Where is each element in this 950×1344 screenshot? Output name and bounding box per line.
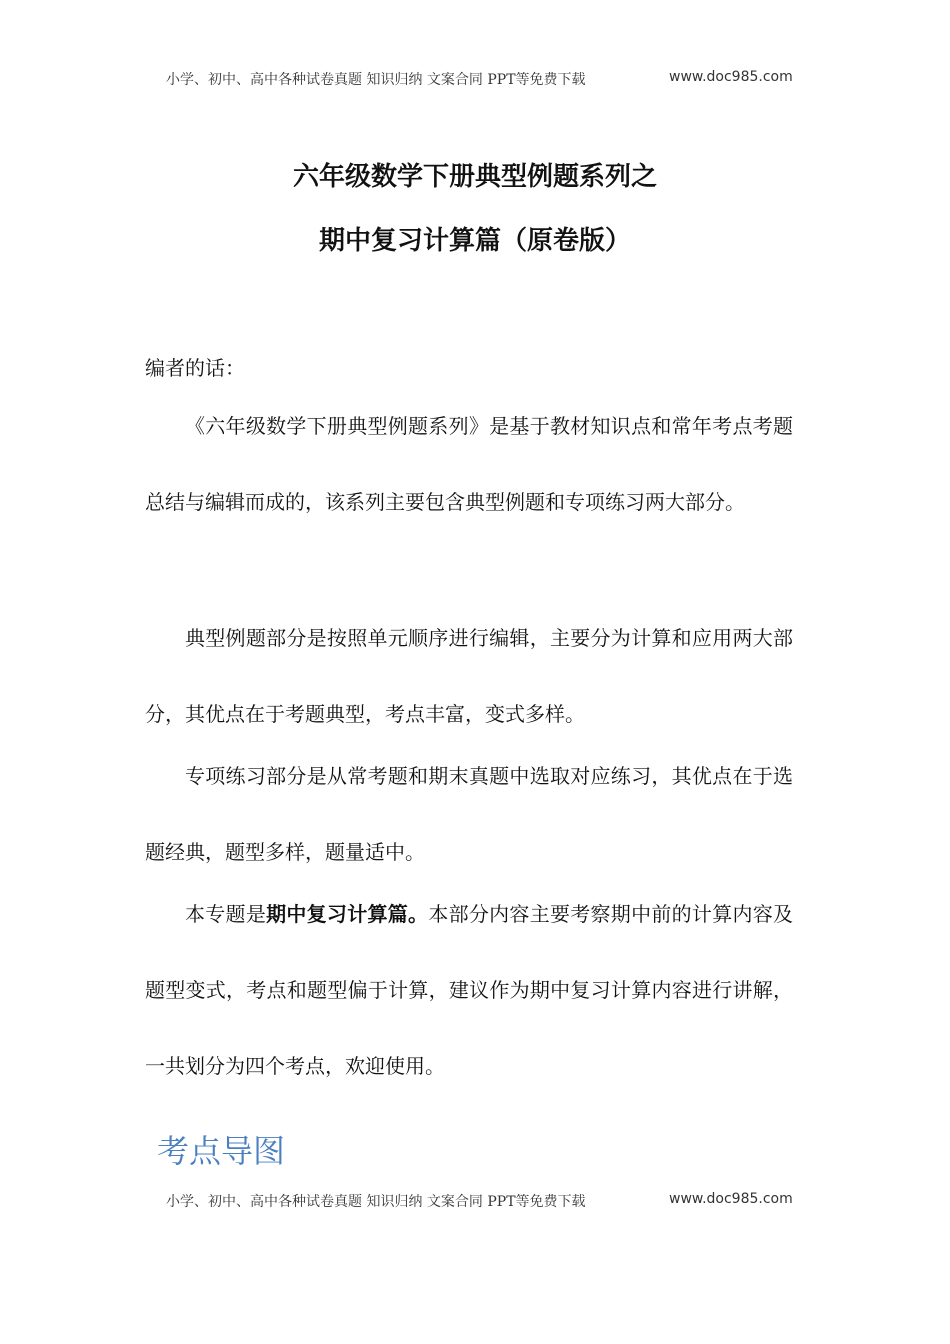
topic-description-text: 本部分内容主要考察期中前的计算内容及题型变式，考点和题型偏于计算，建议作为期中复习计算内容进行讲解，一共划分为四个考点，欢迎使用。 (145, 902, 794, 1078)
footer-url[interactable]: www.doc985.com (669, 1191, 793, 1207)
section-heading-knowledge-map: 考点导图 (157, 1132, 286, 1170)
document-title-line1: 六年级数学下册典型例题系列之 (292, 162, 657, 192)
page-header (0, 69, 950, 93)
paragraph-examples: 典型例题部分是按照单元顺序进行编辑，主要分为计算和应用两大部分，其优点在于考题典型，考点丰富，变式多样。 (145, 626, 793, 726)
footer-text: 小学、初中、高中各种试卷真题 知识归纳 文案合同 PPT等免费下载 (166, 1194, 586, 1210)
header-url[interactable]: www.doc985.com (669, 69, 793, 85)
page-footer (0, 1191, 950, 1215)
header-text: 小学、初中、高中各种试卷真题 知识归纳 文案合同 PPT等免费下载 (166, 72, 586, 88)
document-title-line2: 期中复习计算篇（原卷版） (318, 226, 631, 256)
paragraph-topic (145, 876, 793, 1104)
topic-intro-text: 本专题是 (185, 902, 267, 926)
paragraph-series-intro: 《六年级数学下册典型例题系列》是基于教材知识点和常年考点考题总结与编辑而成的，该系列主要包含典型例题和专项练习两大部分。 (145, 414, 793, 514)
intro-label: 编者的话： (145, 356, 245, 380)
paragraph-practice: 专项练习部分是从常考题和期末真题中选取对应练习，其优点在于选题经典，题型多样，题量适中。 (145, 764, 793, 864)
topic-name-bold: 期中复习计算篇。 (266, 902, 429, 926)
